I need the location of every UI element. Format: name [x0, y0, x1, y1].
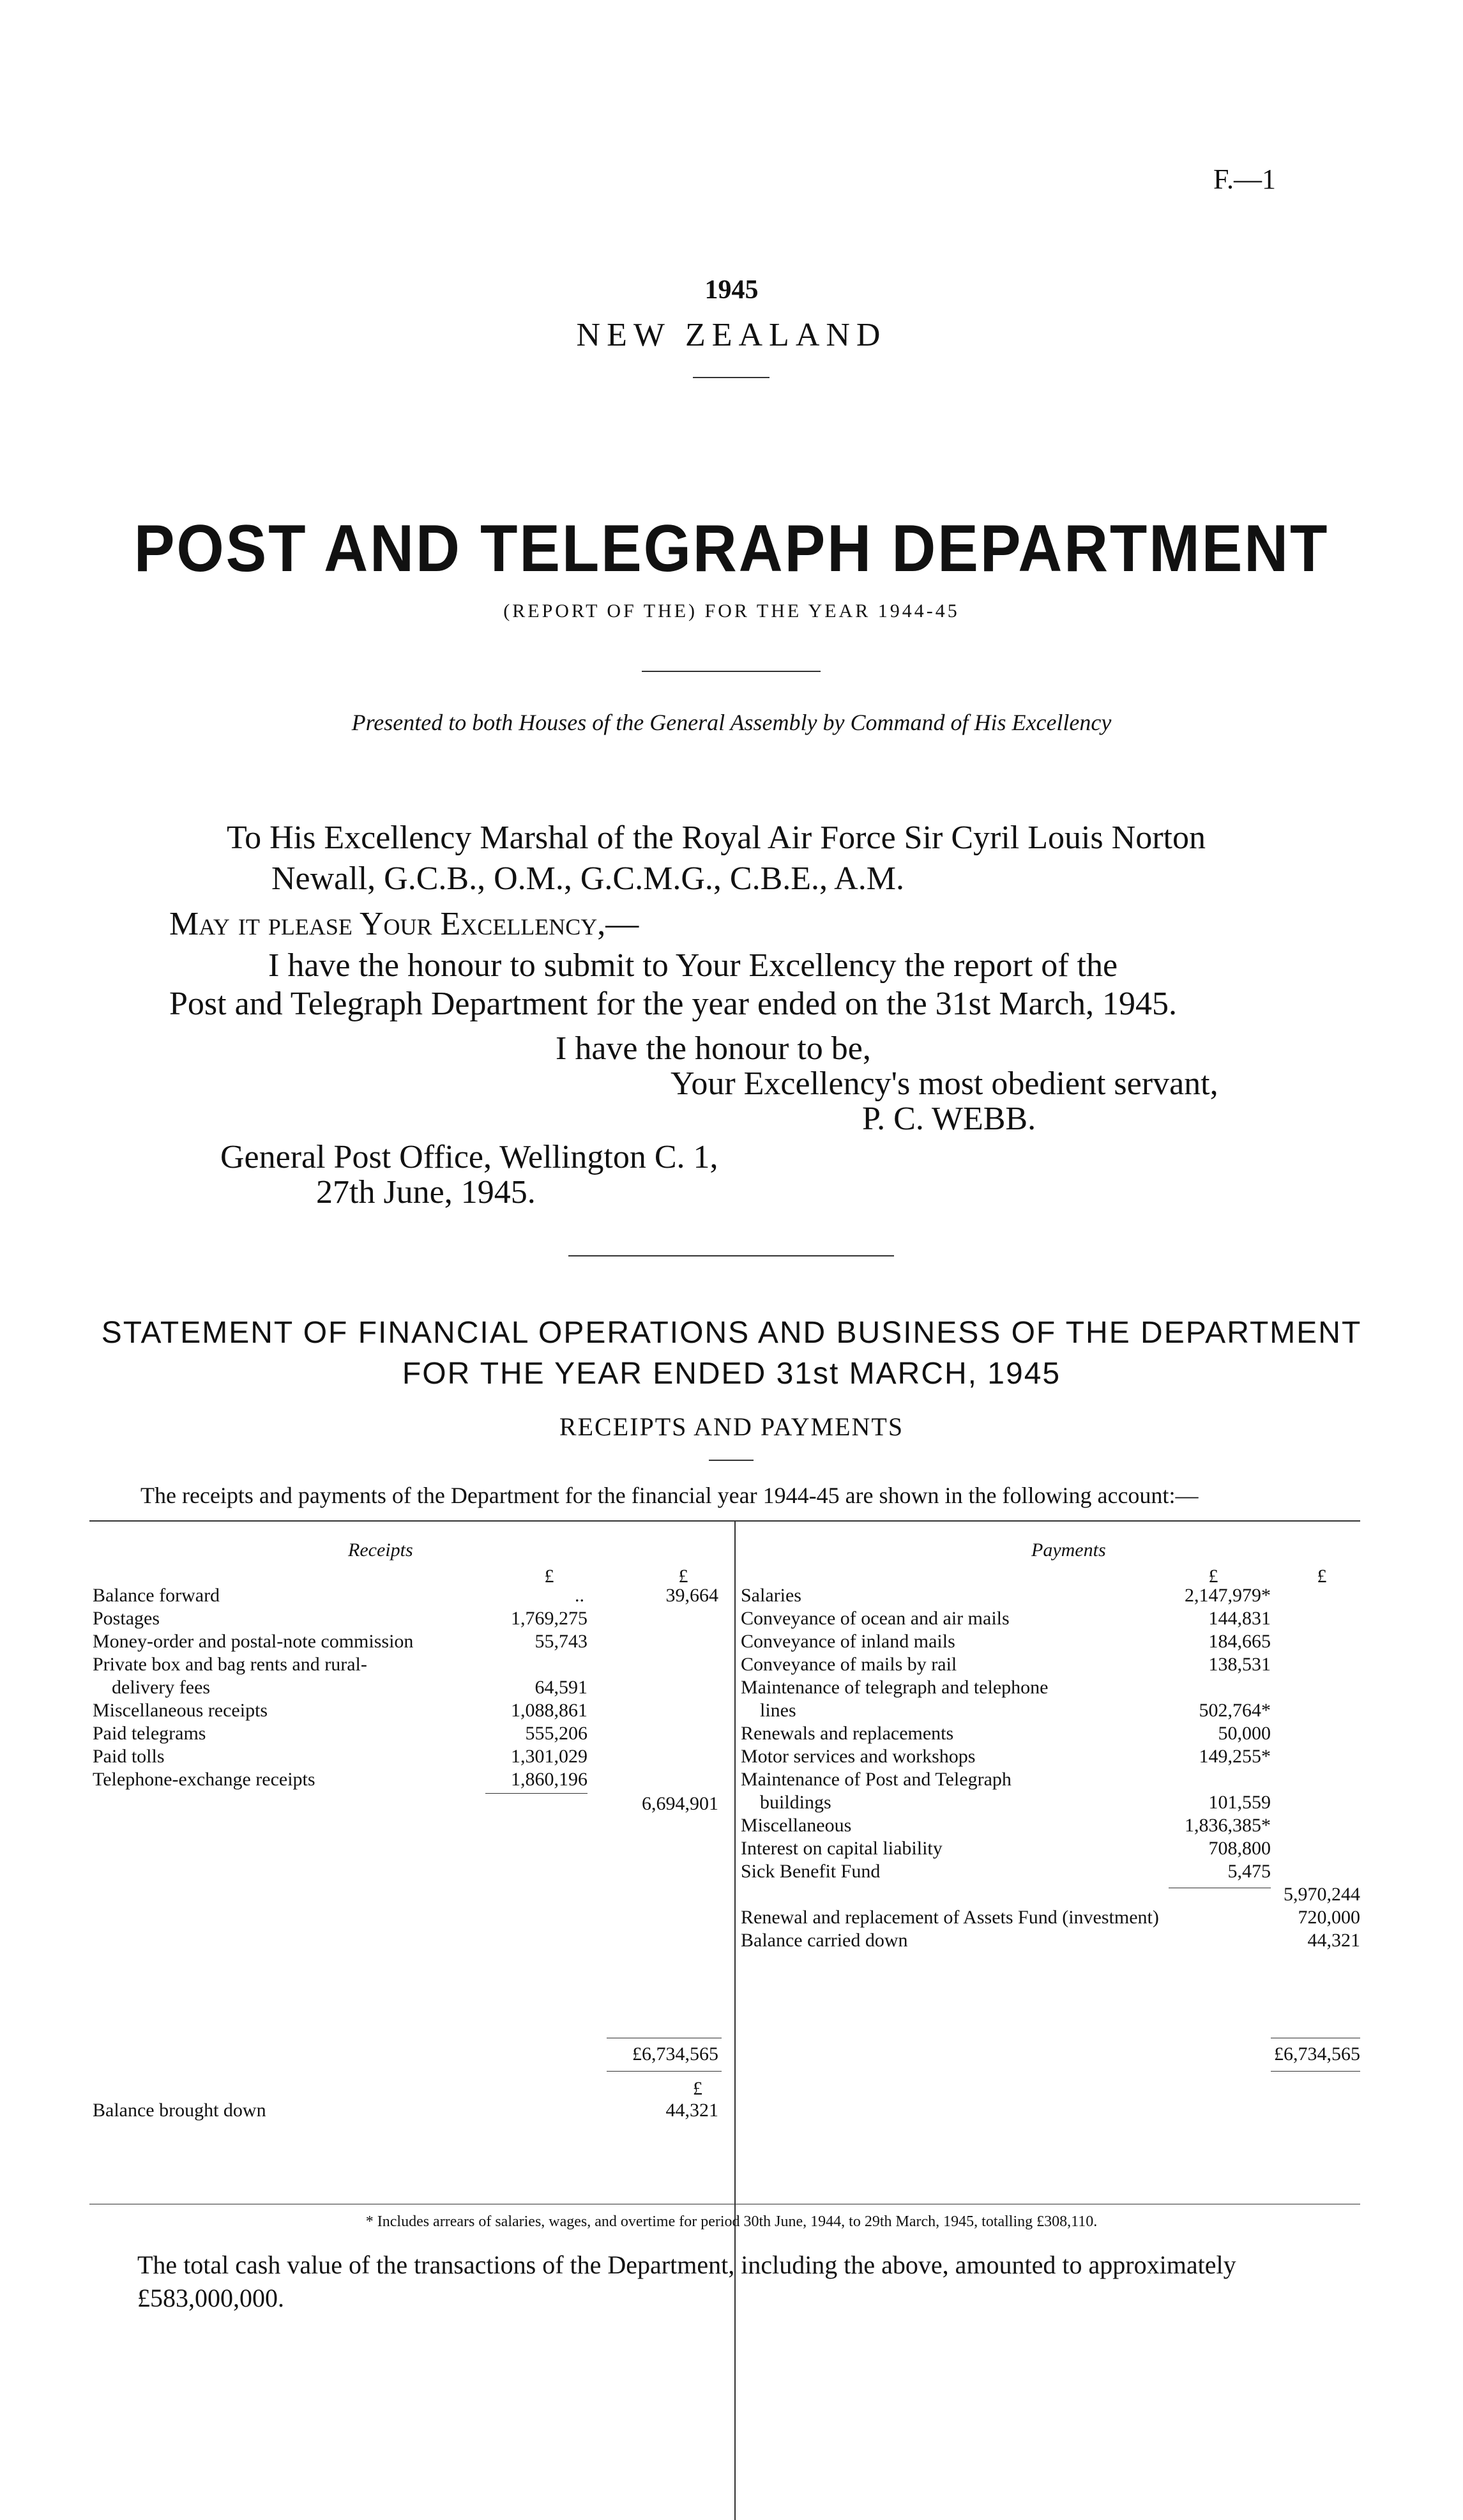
- payment-label: buildings: [760, 1792, 831, 1813]
- footnote: * Includes arrears of salaries, wages, and overtime for period 30th June, 1944, to 29th March, 1945, totalling £308,110.: [365, 2213, 1098, 2230]
- statement-intro: The receipts and payments of the Department for the financial year 1944-45 are shown in the following account:—: [140, 1483, 1199, 1508]
- payment-label: lines: [760, 1700, 796, 1721]
- payment-row: [741, 1722, 1048, 1745]
- receipt-label: Miscellaneous receipts: [93, 1700, 268, 1721]
- receipts-list: [93, 1607, 413, 1791]
- closing-2: Your Excellency's most obedient servant,: [671, 1065, 1218, 1102]
- payment-value: 138,531: [1208, 1654, 1271, 1675]
- brought-down-currency: £: [693, 2078, 702, 2099]
- payment-row: [741, 1699, 1048, 1722]
- letter-body-2: Post and Telegraph Department for the year ended on the 31st March, 1945.: [169, 986, 1178, 1022]
- receipt-value: 1,088,861: [511, 1700, 587, 1721]
- payment-row: [741, 1607, 1048, 1630]
- payment-row: [741, 1630, 1048, 1653]
- payment-label: Salaries: [741, 1585, 801, 1606]
- signature: P. C. WEBB.: [862, 1101, 1036, 1137]
- payments-currency: £: [1317, 1566, 1327, 1587]
- carried-value: 44,321: [1307, 1930, 1360, 1951]
- salutation: May it please Your Excellency,—: [169, 906, 639, 942]
- country-name: NEW ZEALAND: [576, 317, 887, 353]
- receipt-label: delivery fees: [112, 1677, 211, 1698]
- balance-forward-value: 39,664: [665, 1585, 718, 1606]
- letter-place: General Post Office, Wellington C. 1,: [220, 1139, 718, 1175]
- payments-total: £6,734,565: [1274, 2043, 1360, 2065]
- document-subtitle: (REPORT OF THE) FOR THE YEAR 1944-45: [503, 600, 960, 622]
- divider: [693, 377, 769, 378]
- payment-value: 708,800: [1208, 1838, 1271, 1859]
- receipt-value: 1,769,275: [511, 1608, 587, 1629]
- payment-label: Maintenance of Post and Telegraph: [741, 1769, 1012, 1790]
- receipt-row: [93, 1607, 413, 1630]
- payment-row: [741, 1791, 1048, 1814]
- receipt-label: Private box and bag rents and rural-: [93, 1654, 367, 1675]
- payment-label: Motor services and workshops: [741, 1746, 976, 1767]
- receipt-label: Postages: [93, 1608, 160, 1629]
- payment-row: [741, 1745, 1048, 1768]
- renewal-label: Renewal and replacement of Assets Fund (investment): [741, 1907, 1159, 1928]
- letter-date: 27th June, 1945.: [316, 1174, 536, 1210]
- statement-line-2: FOR THE YEAR ENDED 31st MARCH, 1945: [402, 1357, 1061, 1391]
- report-year: 1945: [704, 275, 759, 305]
- payment-value: 5,475: [1227, 1861, 1271, 1882]
- renewal-value: 720,000: [1298, 1907, 1360, 1928]
- divider: [642, 671, 821, 672]
- receipt-row: [93, 1768, 413, 1791]
- receipt-value: 1,301,029: [511, 1746, 587, 1767]
- payments-list: [741, 1584, 1048, 1883]
- receipt-value: 64,591: [534, 1677, 587, 1698]
- payment-label: Conveyance of inland mails: [741, 1631, 955, 1652]
- receipt-label: Paid telegrams: [93, 1723, 206, 1744]
- receipt-row: [93, 1676, 413, 1699]
- payment-row: [741, 1584, 1048, 1607]
- payment-row: [741, 1814, 1048, 1837]
- payment-value: 184,665: [1208, 1631, 1271, 1652]
- receipt-value: [473, 1653, 587, 1676]
- receipt-value: 555,206: [525, 1723, 587, 1744]
- letter-body-1: I have the honour to submit to Your Excellency the report of the: [268, 947, 1118, 984]
- address-line-1: To His Excellency Marshal of the Royal Air Force Sir Cyril Louis Norton: [227, 820, 1206, 856]
- receipt-row: [93, 1630, 413, 1653]
- receipt-label: Money-order and postal-note commission: [93, 1631, 414, 1652]
- payment-row: [741, 1768, 1048, 1791]
- document-title: POST AND TELEGRAPH DEPARTMENT: [133, 512, 1330, 586]
- payment-label: Renewals and replacements: [741, 1723, 954, 1744]
- balance-forward-dots: ..: [575, 1585, 584, 1606]
- payments-subtotal: 5,970,244: [1284, 1884, 1360, 1905]
- brought-down-value: 44,321: [665, 2100, 718, 2121]
- payments-header: Payments: [1031, 1539, 1106, 1561]
- payments-currency: £: [1208, 1566, 1218, 1587]
- receipt-value: 55,743: [534, 1631, 587, 1652]
- payment-label: Conveyance of ocean and air mails: [741, 1608, 1010, 1629]
- receipt-row: [93, 1722, 413, 1745]
- payment-label: Sick Benefit Fund: [741, 1861, 881, 1882]
- payment-value: 502,764*: [1199, 1700, 1271, 1721]
- table-top-rule: [89, 1520, 1360, 1522]
- divider: [568, 1255, 894, 1256]
- payment-value: 144,831: [1208, 1608, 1271, 1629]
- receipts-values: [473, 1607, 587, 1791]
- payment-row: [741, 1860, 1048, 1883]
- receipts-total: £6,734,565: [632, 2043, 718, 2065]
- payments-values: [1137, 1584, 1271, 1883]
- brought-down-label: Balance brought down: [93, 2100, 266, 2121]
- payment-value: 101,559: [1208, 1792, 1271, 1813]
- presented-line: Presented to both Houses of the General Assembly by Command of His Excellency: [351, 710, 1112, 735]
- payment-value: [1137, 1768, 1271, 1791]
- receipt-label: Paid tolls: [93, 1746, 165, 1767]
- payment-value: 2,147,979*: [1185, 1585, 1271, 1606]
- payment-value: [1137, 1676, 1271, 1699]
- receipt-value: 1,860,196: [511, 1769, 587, 1790]
- receipts-payments-heading: RECEIPTS AND PAYMENTS: [559, 1412, 904, 1441]
- balance-forward-label: Balance forward: [93, 1585, 220, 1606]
- statement-line-1: STATEMENT OF FINANCIAL OPERATIONS AND BUSINESS OF THE DEPARTMENT: [101, 1316, 1362, 1350]
- closing-paragraph: The total cash value of the transactions of the Department, including the above, amounted to approximately £583,000,000.: [137, 2250, 1236, 2312]
- statement-heading: [0, 1313, 1463, 1394]
- receipts-currency: £: [678, 1566, 688, 1587]
- payment-label: Miscellaneous: [741, 1815, 852, 1836]
- address-line-2: Newall, G.C.B., O.M., G.C.M.G., C.B.E., A.M.: [271, 860, 904, 897]
- closing-1: I have the honour to be,: [556, 1030, 871, 1067]
- page-reference: F.—1: [1213, 164, 1276, 195]
- receipt-label: Telephone-exchange receipts: [93, 1769, 315, 1790]
- payment-label: Conveyance of mails by rail: [741, 1654, 957, 1675]
- payment-value: 1,836,385*: [1185, 1815, 1271, 1836]
- receipts-subtotal: 6,694,901: [642, 1793, 718, 1814]
- payment-row: [741, 1837, 1048, 1860]
- payment-row: [741, 1676, 1048, 1699]
- receipts-header: Receipts: [348, 1539, 413, 1561]
- payment-label: Interest on capital liability: [741, 1838, 943, 1859]
- payment-label: Maintenance of telegraph and telephone: [741, 1677, 1049, 1698]
- receipt-row: [93, 1653, 413, 1676]
- payment-row: [741, 1653, 1048, 1676]
- receipts-currency: £: [544, 1566, 554, 1587]
- payment-value: 149,255*: [1199, 1746, 1271, 1767]
- divider: [709, 1460, 754, 1461]
- carried-label: Balance carried down: [741, 1930, 908, 1951]
- payment-value: 50,000: [1218, 1723, 1271, 1744]
- receipt-row: [93, 1699, 413, 1722]
- receipt-row: [93, 1745, 413, 1768]
